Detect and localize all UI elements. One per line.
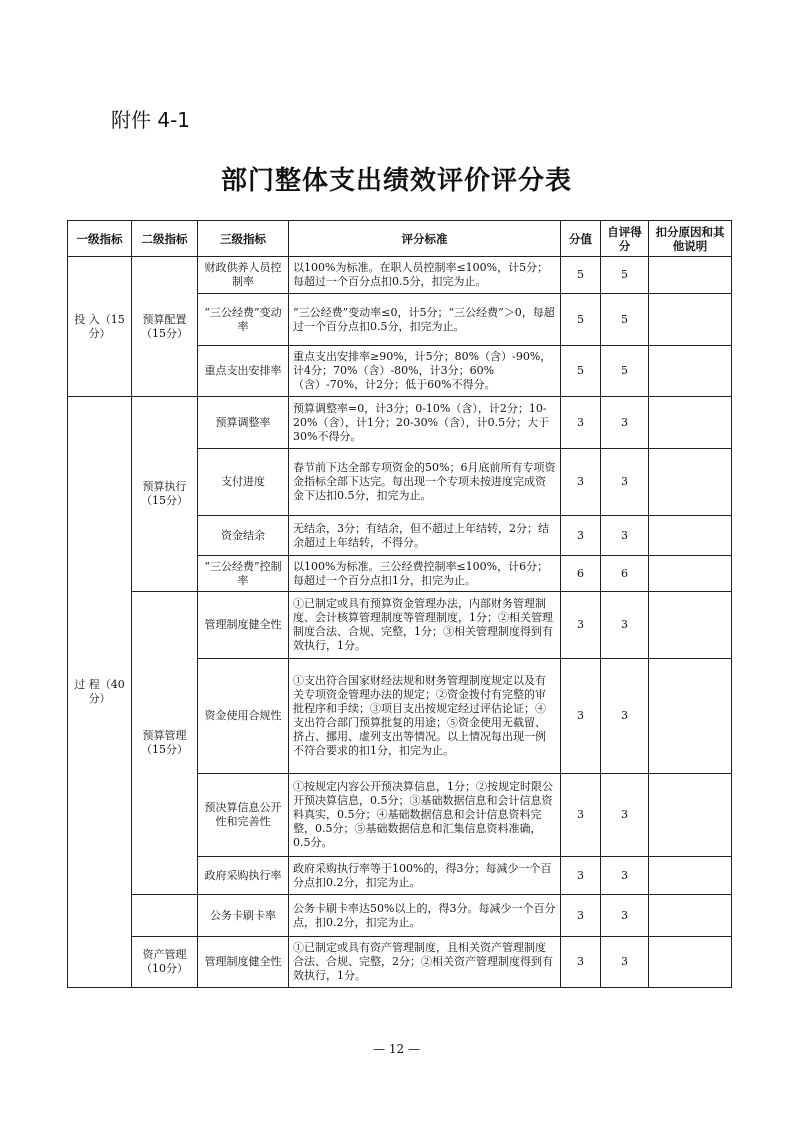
self-score-value: 3 [601, 895, 649, 937]
standard-text: “三公经费”变动率≤0，计5分；“三公经费”＞0，每超过一个百分点扣0.5分，扣完为止。 [289, 294, 561, 346]
level2-asset-mgmt: 资产管理（10分） [132, 937, 198, 988]
notes-cell [649, 592, 732, 659]
standard-text: 重点支出安排率≥90%，计5分；80%（含）-90%，计4分；70%（含）-80%，计3分；60%（含）-70%，计2分；低于60%不得分。 [289, 346, 561, 397]
self-score-value: 3 [601, 397, 649, 449]
self-score-value: 3 [601, 659, 649, 774]
notes-cell [649, 857, 732, 895]
self-score-value: 3 [601, 516, 649, 556]
level2-budget-mgmt: 预算管理（15分） [132, 592, 198, 895]
points-value: 3 [561, 895, 601, 937]
header-self-score: 自评得分 [601, 221, 649, 257]
header-level1: 一级指标 [68, 221, 132, 257]
table-row [68, 257, 732, 294]
standard-text: ①支出符合国家财经法规和财务管理制度规定以及有关专项资金管理办法的规定；②资金拨付有完整的审批程序和手续；③项目支出按规定经过评估论证；④支出符合部门预算批复的用途；⑤资金使用无截留、挤占、挪用、虚列支出等情况。以上情况每出现一例不符合要求的扣1分，扣完为止。 [289, 659, 561, 774]
self-score-value: 3 [601, 449, 649, 516]
header-level3: 三级指标 [198, 221, 289, 257]
header-standard: 评分标准 [289, 221, 561, 257]
header-notes: 扣分原因和其他说明 [649, 221, 732, 257]
level3-name: 预决算信息公开性和完善性 [198, 774, 289, 857]
points-value: 6 [561, 556, 601, 592]
points-value: 5 [561, 294, 601, 346]
level3-name: 资金结余 [198, 516, 289, 556]
notes-cell [649, 294, 732, 346]
level3-name: 财政供养人员控制率 [198, 257, 289, 294]
notes-cell [649, 895, 732, 937]
standard-text: 春节前下达全部专项资金的50%；6月底前所有专项资金指标全部下达完。每出现一个专项未按进度完成资金下达扣0.5分，扣完为止。 [289, 449, 561, 516]
level3-name: 管理制度健全性 [198, 592, 289, 659]
notes-cell [649, 659, 732, 774]
self-score-value: 3 [601, 937, 649, 988]
notes-cell [649, 449, 732, 516]
points-value: 3 [561, 659, 601, 774]
self-score-value: 3 [601, 857, 649, 895]
self-score-value: 6 [601, 556, 649, 592]
points-value: 3 [561, 516, 601, 556]
points-value: 3 [561, 857, 601, 895]
points-value: 5 [561, 346, 601, 397]
notes-cell [649, 397, 732, 449]
level2-empty [132, 895, 198, 937]
level1-process: 过 程（40分） [68, 397, 132, 988]
level3-name: 资金使用合规性 [198, 659, 289, 774]
table-row [68, 397, 732, 449]
notes-cell [649, 774, 732, 857]
page-title: 部门整体支出绩效评价评分表 [220, 166, 572, 196]
points-value: 3 [561, 774, 601, 857]
level2-budget-config: 预算配置（15分） [132, 257, 198, 397]
self-score-value: 5 [601, 257, 649, 294]
points-value: 3 [561, 937, 601, 988]
level3-name: 支付进度 [198, 449, 289, 516]
level3-name: 政府采购执行率 [198, 857, 289, 895]
self-score-value: 3 [601, 592, 649, 659]
header-level2: 二级指标 [132, 221, 198, 257]
standard-text: 以100%为标准。三公经费控制率≤100%，计6分；每超过一个百分点扣1分，扣完为止。 [289, 556, 561, 592]
notes-cell [649, 556, 732, 592]
standard-text: ①已制定或具有预算资金管理办法，内部财务管理制度、会计核算管理制度等管理制度，1分；②相关管理制度合法、合规、完整，1分；③相关管理制度得到有效执行，1分。 [289, 592, 561, 659]
points-value: 3 [561, 449, 601, 516]
standard-text: 预算调整率=0，计3分；0-10%（含），计2分；10-20%（含），计1分；20-30%（含），计0.5分；大于30%不得分。 [289, 397, 561, 449]
standard-text: ①按规定内容公开预决算信息，1分；②按规定时限公开预决算信息，0.5分；③基础数据信息和会计信息资料真实，0.5分；④基础数据信息和会计信息资料完整，0.5分；⑤基础数据信息和汇集信息资料准确，0.5分。 [289, 774, 561, 857]
standard-text: 无结余，3分；有结余，但不超过上年结转，2分；结余超过上年结转，不得分。 [289, 516, 561, 556]
level3-name: 重点支出安排率 [198, 346, 289, 397]
table-row [68, 592, 732, 659]
standard-text: 政府采购执行率等于100%的，得3分；每减少一个百分点扣0.2分，扣完为止。 [289, 857, 561, 895]
level3-name: 预算调整率 [198, 397, 289, 449]
standard-text: 以100%为标准。在职人员控制率≤100%，计5分；每超过一个百分点扣0.5分，扣完为止。 [289, 257, 561, 294]
table-row [68, 895, 732, 937]
level3-name: “三公经费”变动率 [198, 294, 289, 346]
page-number: — 12 — [373, 1042, 420, 1056]
notes-cell [649, 346, 732, 397]
notes-cell [649, 257, 732, 294]
self-score-value: 3 [601, 774, 649, 857]
level3-name: “三公经费”控制率 [198, 556, 289, 592]
attachment-label: 附件 4-1 [111, 108, 191, 132]
self-score-value: 5 [601, 346, 649, 397]
notes-cell [649, 516, 732, 556]
standard-text: ①已制定或具有资产管理制度，且相关资产管理制度合法、合规、完整，2分；②相关资产管理制度得到有效执行，1分。 [289, 937, 561, 988]
notes-cell [649, 937, 732, 988]
level3-name: 公务卡刷卡率 [198, 895, 289, 937]
points-value: 5 [561, 257, 601, 294]
level2-budget-exec: 预算执行（15分） [132, 397, 198, 592]
header-points: 分值 [561, 221, 601, 257]
level1-input: 投 入（15分） [68, 257, 132, 397]
standard-text: 公务卡刷卡率达50%以上的，得3分。每减少一个百分点，扣0.2分，扣完为止。 [289, 895, 561, 937]
table-header-row [68, 221, 732, 257]
points-value: 3 [561, 397, 601, 449]
table-row [68, 937, 732, 988]
level3-name: 管理制度健全性 [198, 937, 289, 988]
self-score-value: 5 [601, 294, 649, 346]
score-table [67, 220, 732, 988]
points-value: 3 [561, 592, 601, 659]
